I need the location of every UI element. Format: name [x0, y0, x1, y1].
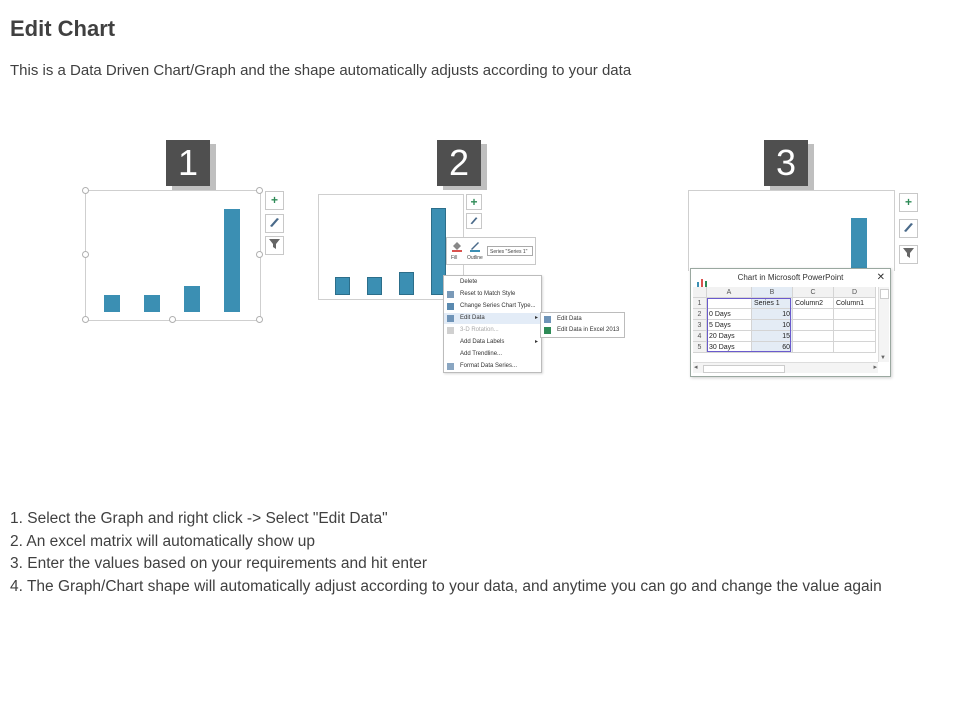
- bar-1[interactable]: [144, 295, 160, 312]
- vertical-scrollbar[interactable]: [878, 287, 889, 362]
- page-subtitle: This is a Data Driven Chart/Graph and the shape automatically adjusts according to your data: [10, 62, 632, 79]
- scroll-left-icon[interactable]: ◂: [694, 364, 698, 371]
- plus-icon[interactable]: +: [265, 191, 284, 210]
- chevron-right-icon: ▸: [534, 339, 538, 345]
- bar-2[interactable]: [400, 273, 413, 294]
- edit-data-icon: [544, 316, 551, 323]
- spreadsheet-grid: [693, 287, 878, 362]
- step-badge-2: 2: [437, 140, 481, 186]
- cell[interactable]: 60: [752, 342, 793, 353]
- excel-window: [690, 268, 891, 377]
- column-header[interactable]: C: [793, 287, 834, 298]
- reset-icon: [447, 291, 454, 298]
- close-icon[interactable]: ✕: [876, 272, 885, 283]
- cell[interactable]: 5 Days: [707, 320, 752, 331]
- context-menu: [443, 275, 542, 373]
- column-header[interactable]: B: [752, 287, 793, 298]
- bar-0[interactable]: [336, 278, 349, 294]
- fill-icon[interactable]: [451, 240, 463, 254]
- chart-type-icon: [447, 303, 454, 310]
- cell[interactable]: [793, 309, 834, 320]
- plus-icon[interactable]: +: [899, 193, 918, 212]
- bar-3[interactable]: [224, 209, 240, 312]
- edit-data-icon: [447, 315, 454, 322]
- rotate-icon: [447, 327, 454, 334]
- menu-item-reset[interactable]: Reset to Match Style: [444, 289, 541, 300]
- cell[interactable]: [707, 298, 752, 309]
- submenu-edit-data[interactable]: Edit Data: [541, 314, 624, 325]
- cell[interactable]: 30 Days: [707, 342, 752, 353]
- brush-icon[interactable]: [466, 213, 482, 229]
- brush-icon[interactable]: [899, 219, 918, 238]
- menu-item-data-labels[interactable]: Add Data Labels ▸: [444, 337, 541, 348]
- menu-item-trendline[interactable]: Add Trendline...: [460, 351, 503, 357]
- menu-item-edit-data[interactable]: Edit Data ▸: [444, 313, 541, 324]
- outline-label: Outline: [467, 255, 483, 261]
- bar-1[interactable]: [368, 278, 381, 294]
- filter-icon[interactable]: [265, 236, 284, 255]
- instruction-line: 3. Enter the values based on your requirements and hit enter: [10, 555, 428, 573]
- cell[interactable]: 20 Days: [707, 331, 752, 342]
- horizontal-scrollbar[interactable]: [693, 362, 878, 373]
- filter-icon[interactable]: [899, 245, 918, 264]
- step-badge-1: 1: [166, 140, 210, 186]
- row-header[interactable]: 5: [693, 342, 707, 353]
- column-header[interactable]: A: [707, 287, 752, 298]
- outline-icon[interactable]: [469, 240, 481, 254]
- resize-handle[interactable]: [256, 187, 263, 194]
- cell[interactable]: 10: [752, 309, 793, 320]
- instruction-line: 2. An excel matrix will automatically show up: [10, 532, 315, 550]
- excel-icon: [544, 327, 551, 334]
- cell[interactable]: Column2: [793, 298, 834, 309]
- series-select[interactable]: Series "Series 1": [487, 246, 533, 256]
- cell[interactable]: [834, 342, 876, 353]
- resize-handle[interactable]: [256, 251, 263, 258]
- cell[interactable]: 0 Days: [707, 309, 752, 320]
- step-badge-3: 3: [764, 140, 808, 186]
- cell[interactable]: [834, 331, 876, 342]
- row-header[interactable]: 2: [693, 309, 707, 320]
- format-icon: [447, 363, 454, 370]
- row-header[interactable]: 1: [693, 298, 707, 309]
- fill-label: Fill: [451, 255, 458, 261]
- resize-handle[interactable]: [82, 316, 89, 323]
- bar-2[interactable]: [184, 286, 200, 312]
- scroll-thumb[interactable]: [880, 289, 889, 299]
- cell[interactable]: 10: [752, 320, 793, 331]
- edit-data-submenu: [540, 312, 625, 338]
- menu-item-change-type[interactable]: Change Series Chart Type...: [444, 301, 541, 312]
- brush-icon[interactable]: [265, 214, 284, 233]
- resize-handle[interactable]: [256, 316, 263, 323]
- scroll-right-icon[interactable]: ▸: [873, 364, 877, 371]
- resize-handle[interactable]: [82, 187, 89, 194]
- cell[interactable]: [793, 320, 834, 331]
- cell[interactable]: Series 1: [752, 298, 793, 309]
- menu-item-format-series[interactable]: Format Data Series...: [444, 361, 541, 372]
- column-header[interactable]: D: [834, 287, 876, 298]
- chart-frame-3[interactable]: [688, 190, 895, 271]
- row-header[interactable]: 3: [693, 320, 707, 331]
- instruction-line: 4. The Graph/Chart shape will automatically adjust according to your data, and anytime you can go and change the value again: [10, 577, 882, 595]
- scroll-down-icon[interactable]: ▼: [880, 355, 886, 361]
- cell[interactable]: [834, 309, 876, 320]
- cell[interactable]: 15: [752, 331, 793, 342]
- instructions: [10, 508, 940, 598]
- page-title: Edit Chart: [10, 16, 116, 41]
- bar-0[interactable]: [851, 218, 867, 270]
- cell[interactable]: [793, 331, 834, 342]
- menu-item-delete[interactable]: Delete: [460, 279, 478, 285]
- cell[interactable]: Column1: [834, 298, 876, 309]
- row-header[interactable]: 4: [693, 331, 707, 342]
- format-toolbar: [446, 237, 536, 265]
- resize-handle[interactable]: [82, 251, 89, 258]
- chart-frame-1[interactable]: [85, 190, 261, 321]
- plus-icon[interactable]: +: [466, 194, 482, 210]
- excel-title: Chart in Microsoft PowerPoint: [737, 273, 844, 282]
- bar-0[interactable]: [104, 295, 120, 312]
- submenu-edit-excel[interactable]: Edit Data in Excel 2013: [541, 325, 624, 336]
- menu-item-3d-rotation[interactable]: 3-D Rotation...: [444, 325, 541, 336]
- chevron-right-icon: ▸: [534, 315, 538, 321]
- corner-cell[interactable]: [693, 287, 707, 298]
- instruction-line: 1. Select the Graph and right click -> Select "Edit Data": [10, 510, 388, 527]
- resize-handle[interactable]: [169, 316, 176, 323]
- scroll-thumb[interactable]: [703, 365, 785, 373]
- cell[interactable]: [834, 320, 876, 331]
- cell[interactable]: [793, 342, 834, 353]
